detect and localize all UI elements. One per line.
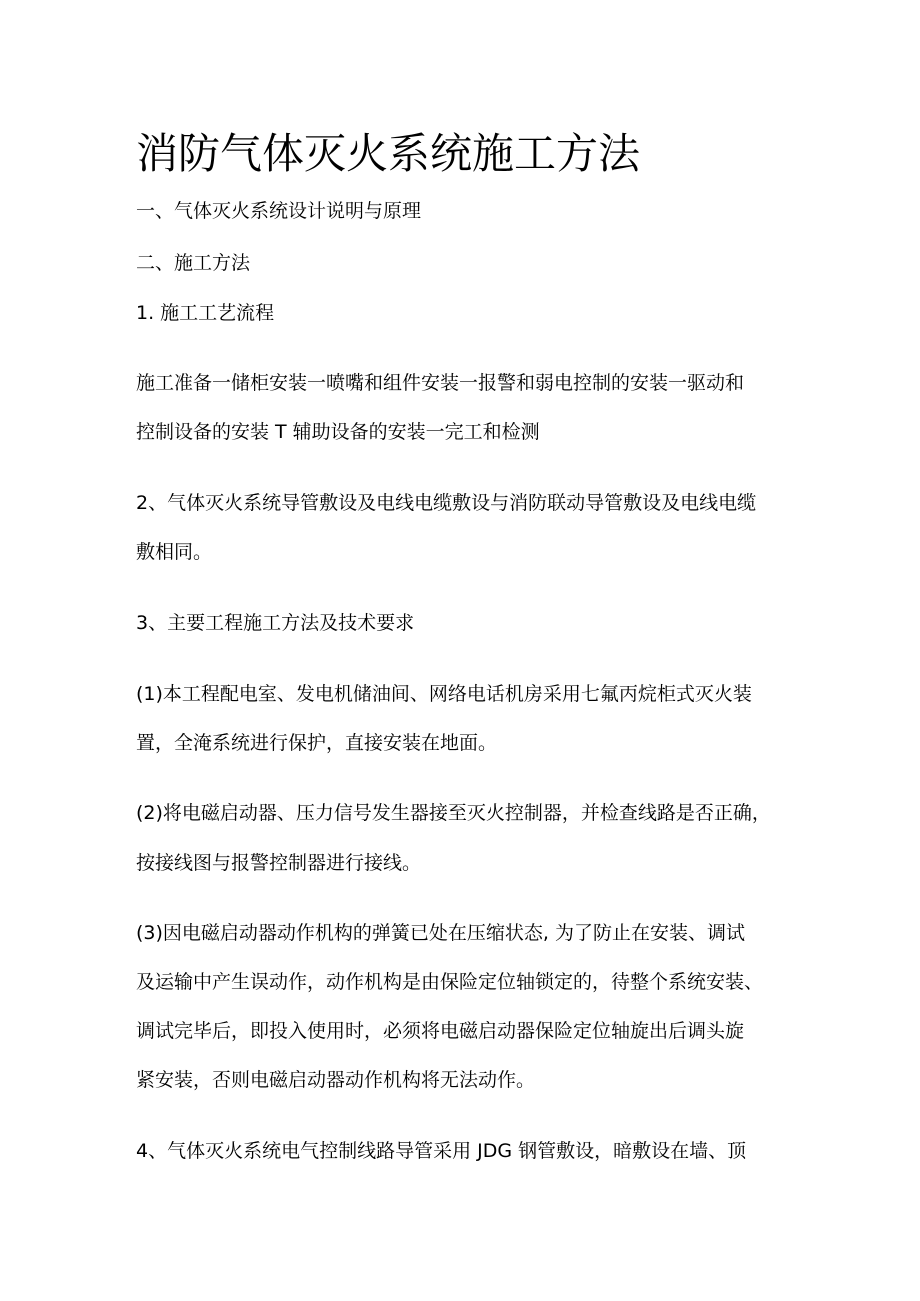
document-title: 消防气体灭火系统施工方法 xyxy=(136,129,641,178)
paragraph-line: 2、气体灭火系统导管敷设及电线电缆敷设与消防联动导管敷设及电线电缆 xyxy=(136,492,757,514)
subsection-heading-process: 1. 施工工艺流程 xyxy=(136,302,275,324)
paragraph-line: 及运输中产生误动作，动作机构是由保险定位轴锁定的，待整个系统安装、 xyxy=(136,971,764,993)
paragraph-line: (3)因电磁启动器动作机构的弹簧已处在压缩状态, 为了防止在安装、调试 xyxy=(136,922,745,944)
paragraph-line: 控制设备的安装 T 辅助设备的安装一完工和检测 xyxy=(136,421,540,443)
paragraph-line: 施工准备一储柜安装一喷嘴和组件安装一报警和弱电控制的安装一驱动和 xyxy=(136,372,745,394)
paragraph-line: 敷相同。 xyxy=(136,541,213,563)
section-heading-2: 二、施工方法 xyxy=(136,252,251,274)
section-heading-3: 3、主要工程施工方法及技术要求 xyxy=(136,612,415,634)
paragraph-line: 置，全淹系统进行保护，直接安装在地面。 xyxy=(136,732,498,754)
section-heading-1: 一、气体灭火系统设计说明与原理 xyxy=(136,200,422,222)
paragraph-line: 紧安装，否则电磁启动器动作机构将无法动作。 xyxy=(136,1069,536,1091)
paragraph-line: (1)本工程配电室、发电机储油间、网络电话机房采用七氟丙烷柜式灭火装 xyxy=(136,683,752,705)
paragraph-line: 调试完毕后，即投入使用时，必须将电磁启动器保险定位轴旋出后调头旋 xyxy=(136,1020,745,1042)
paragraph-line: 4、气体灭火系统电气控制线路导管采用 JDG 钢管敷设，暗敷设在墙、顶 xyxy=(136,1140,747,1162)
paragraph-line: (2)将电磁启动器、压力信号发生器接至灭火控制器，并检查线路是否正确， xyxy=(136,802,771,824)
paragraph-line: 按接线图与报警控制器进行接线。 xyxy=(136,852,422,874)
